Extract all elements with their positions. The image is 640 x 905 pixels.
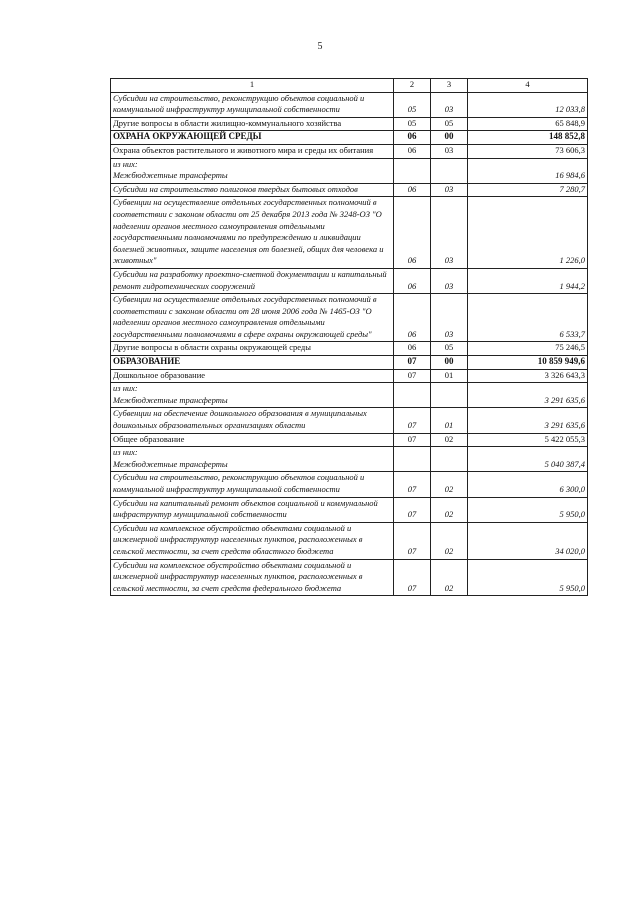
table-row [111,408,588,433]
header-cell-name: 1 [111,79,394,93]
row-subsection-cell: 03 [431,92,468,117]
row-amount-cell: 10 859 949,6 [468,356,588,370]
row-section-cell: 06 [394,144,431,158]
table-row [111,294,588,342]
row-section-cell: 06 [394,197,431,269]
row-section-cell: 07 [394,522,431,559]
row-section-cell: 06 [394,131,431,145]
row-section-cell: 07 [394,559,431,596]
row-name-cell: из них: Межбюджетные трансферты [111,158,394,183]
row-subsection-cell: 02 [431,433,468,447]
row-section-cell: 06 [394,294,431,342]
row-section-cell: 06 [394,268,431,293]
row-section-cell: 05 [394,117,431,131]
row-amount-cell: 12 033,8 [468,92,588,117]
row-subsection-cell: 02 [431,497,468,522]
row-amount-cell: 34 020,0 [468,522,588,559]
header-cell-subsection: 3 [431,79,468,93]
row-subsection-cell: 03 [431,197,468,269]
row-section-cell [394,447,431,472]
row-subsection-cell: 01 [431,408,468,433]
table-row [111,131,588,145]
row-name-cell: Субсидии на комплексное обустройство объектами социальной и инженерной инфраструктур населенных пунктов, расположенных в сельской местности, за счет средств областного бюджета [111,522,394,559]
row-subsection-cell: 02 [431,559,468,596]
header-cell-amount: 4 [468,79,588,93]
table-row [111,447,588,472]
row-name-cell: Субвенции на обеспечение дошкольного образования в муниципальных дошкольных образовательных организациях области [111,408,394,433]
row-name-cell: Субсидии на строительство, реконструкцию объектов социальной и коммунальной инфраструктур муниципальной собственности [111,472,394,497]
row-name-cell: ОХРАНА ОКРУЖАЮЩЕЙ СРЕДЫ [111,131,394,145]
row-name-cell: Общее образование [111,433,394,447]
row-amount-cell: 5 040 387,4 [468,447,588,472]
table-row [111,197,588,269]
row-section-cell: 07 [394,433,431,447]
row-subsection-cell [431,158,468,183]
budget-table [110,78,588,596]
row-name-cell: Субсидии на капитальный ремонт объектов социальной и коммунальной инфраструктур муниципальной собственности [111,497,394,522]
row-amount-cell: 75 246,5 [468,342,588,356]
row-section-cell: 05 [394,92,431,117]
row-name-cell: Субсидии на разработку проектно-сметной документации и капитальный ремонт гидротехнических сооружений [111,268,394,293]
row-name-cell: Другие вопросы в области жилищно-коммунального хозяйства [111,117,394,131]
table-row [111,522,588,559]
row-section-cell: 07 [394,472,431,497]
row-amount-cell: 148 852,8 [468,131,588,145]
row-name-cell: Субвенции на осуществление отдельных государственных полномочий в соответствии с законом области от 25 декабря 2013 года № 3248-ОЗ "О наделении органов местного самоуправления отдельными государственными полномочиями по предупреждению и ликвидации болезней животных, защите населения от болезней, общих для человека и животных" [111,197,394,269]
table-row [111,559,588,596]
row-subsection-cell: 00 [431,131,468,145]
row-section-cell: 07 [394,369,431,383]
row-subsection-cell: 03 [431,294,468,342]
row-name-cell: Субсидии на строительство полигонов твердых бытовых отходов [111,183,394,197]
row-subsection-cell: 03 [431,144,468,158]
table-row [111,183,588,197]
table-row [111,383,588,408]
table-row [111,158,588,183]
row-subsection-cell: 05 [431,117,468,131]
row-subsection-cell [431,447,468,472]
table-header-row [111,79,588,93]
row-section-cell: 07 [394,497,431,522]
row-name-cell: Другие вопросы в области охраны окружающей среды [111,342,394,356]
row-name-cell: Субвенции на осуществление отдельных государственных полномочий в соответствии с законом области от 28 июня 2006 года № 1465-ОЗ "О наделении органов местного самоуправления отдельными государственными полномочиями в сфере охраны окружающей среды" [111,294,394,342]
row-subsection-cell [431,383,468,408]
row-amount-cell: 5 950,0 [468,497,588,522]
row-amount-cell: 5 950,0 [468,559,588,596]
table-row [111,117,588,131]
row-amount-cell: 5 422 055,3 [468,433,588,447]
row-section-cell: 06 [394,342,431,356]
row-amount-cell: 3 326 643,3 [468,369,588,383]
table-row [111,356,588,370]
row-amount-cell: 3 291 635,6 [468,408,588,433]
table-row [111,144,588,158]
table-row [111,497,588,522]
row-amount-cell: 3 291 635,6 [468,383,588,408]
row-amount-cell: 1 226,0 [468,197,588,269]
row-subsection-cell: 05 [431,342,468,356]
row-name-cell: Субсидии на строительство, реконструкцию объектов социальной и коммунальной инфраструктур муниципальной собственности [111,92,394,117]
row-name-cell: ОБРАЗОВАНИЕ [111,356,394,370]
table-row [111,342,588,356]
row-name-cell: Дошкольное образование [111,369,394,383]
row-subsection-cell: 01 [431,369,468,383]
row-name-cell: Охрана объектов растительного и животного мира и среды их обитания [111,144,394,158]
row-amount-cell: 6 533,7 [468,294,588,342]
table-row [111,92,588,117]
row-name-cell: Субсидии на комплексное обустройство объектами социальной и инженерной инфраструктур населенных пунктов, расположенных в сельской местности, за счет средств федерального бюджета [111,559,394,596]
table-row [111,369,588,383]
row-name-cell: из них: Межбюджетные трансферты [111,447,394,472]
row-section-cell: 06 [394,183,431,197]
row-amount-cell: 65 848,9 [468,117,588,131]
row-amount-cell: 16 984,6 [468,158,588,183]
header-cell-section: 2 [394,79,431,93]
row-amount-cell: 73 606,3 [468,144,588,158]
row-amount-cell: 6 300,0 [468,472,588,497]
table-row [111,268,588,293]
row-section-cell [394,383,431,408]
row-amount-cell: 7 280,7 [468,183,588,197]
row-subsection-cell: 03 [431,183,468,197]
row-section-cell: 07 [394,356,431,370]
row-subsection-cell: 02 [431,472,468,497]
row-section-cell [394,158,431,183]
row-name-cell: из них: Межбюджетные трансферты [111,383,394,408]
row-section-cell: 07 [394,408,431,433]
page-number: 5 [317,41,323,52]
row-subsection-cell: 03 [431,268,468,293]
table-row [111,433,588,447]
row-amount-cell: 1 944,2 [468,268,588,293]
table-row [111,472,588,497]
row-subsection-cell: 00 [431,356,468,370]
row-subsection-cell: 02 [431,522,468,559]
